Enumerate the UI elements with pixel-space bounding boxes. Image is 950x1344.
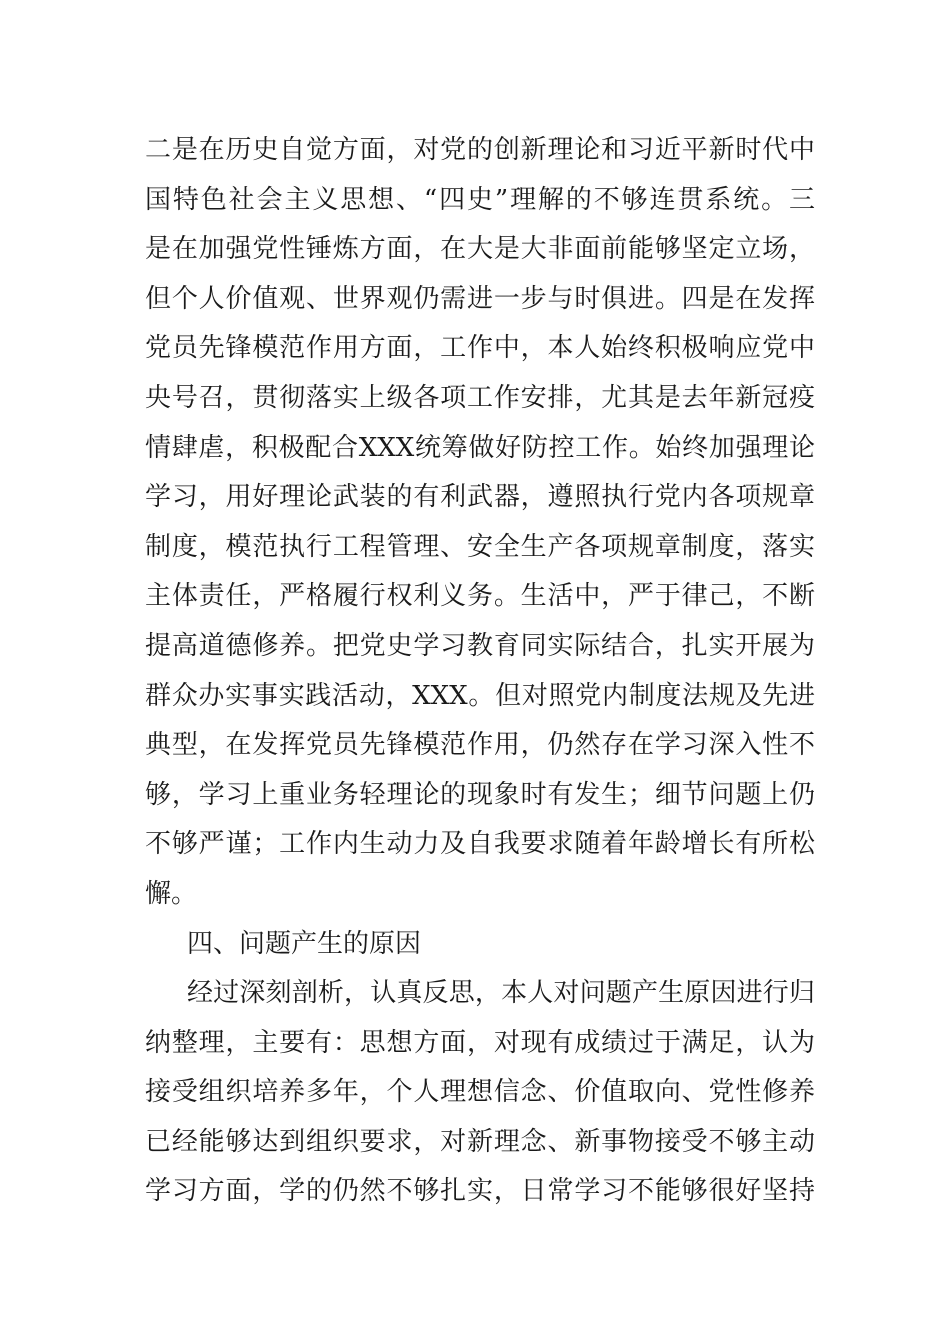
paragraph-line: 二是在历史自觉方面，对党的创新理论和习近平新时代中 xyxy=(145,135,815,165)
paragraph-line: 但个人价值观、世界观仍需进一步与时俱进。四是在发挥 xyxy=(145,283,815,314)
paragraph-line: 国特色社会主义思想、“四史”理解的不够连贯系统。三 xyxy=(145,184,815,215)
paragraph-line: 制度，模范执行工程管理、安全生产各项规章制度，落实 xyxy=(145,531,815,562)
paragraph-line: 已经能够达到组织要求，对新理念、新事物接受不够主动 xyxy=(145,1126,815,1157)
paragraph-line: 主体责任，严格履行权利义务。生活中，严于律己，不断 xyxy=(145,581,815,612)
paragraph-line: 够，学习上重业务轻理论的现象时有发生；细节问题上仍 xyxy=(145,779,815,810)
paragraph-line: 经过深刻剖析，认真反思，本人对问题产生原因进行归 xyxy=(187,978,815,1009)
paragraph-line: 群众办实事实践活动，XXX。但对照党内制度法规及先进 xyxy=(145,680,815,711)
paragraph-line: 不够严谨；工作内生动力及自我要求随着年龄增长有所松 xyxy=(145,829,815,860)
paragraph-line: 是在加强党性锤炼方面，在大是大非面前能够坚定立场， xyxy=(145,234,815,265)
section-heading: 四、问题产生的原因 xyxy=(187,928,422,959)
paragraph-line: 学习方面，学的仍然不够扎实，日常学习不能够很好坚持 xyxy=(145,1176,815,1207)
paragraph-line: 纳整理，主要有：思想方面，对现有成绩过于满足，认为 xyxy=(145,1027,815,1058)
paragraph-line: 接受组织培养多年，个人理想信念、价值取向、党性修养 xyxy=(145,1077,815,1108)
paragraph-line: 情肆虐，积极配合XXX统筹做好防控工作。始终加强理论 xyxy=(145,432,815,463)
paragraph-line: 典型，在发挥党员先锋模范作用，仍然存在学习深入性不 xyxy=(145,730,815,761)
paragraph-line: 懈。 xyxy=(145,878,198,909)
paragraph-line: 党员先锋模范作用方面，工作中，本人始终积极响应党中 xyxy=(145,333,815,364)
paragraph-line: 学习，用好理论武装的有利武器，遵照执行党内各项规章 xyxy=(145,482,815,513)
document-body xyxy=(145,126,815,1217)
paragraph-line: 央号召，贯彻落实上级各项工作安排，尤其是去年新冠疫 xyxy=(145,382,815,413)
paragraph-line: 提高道德修养。把党史学习教育同实际结合，扎实开展为 xyxy=(145,630,815,661)
